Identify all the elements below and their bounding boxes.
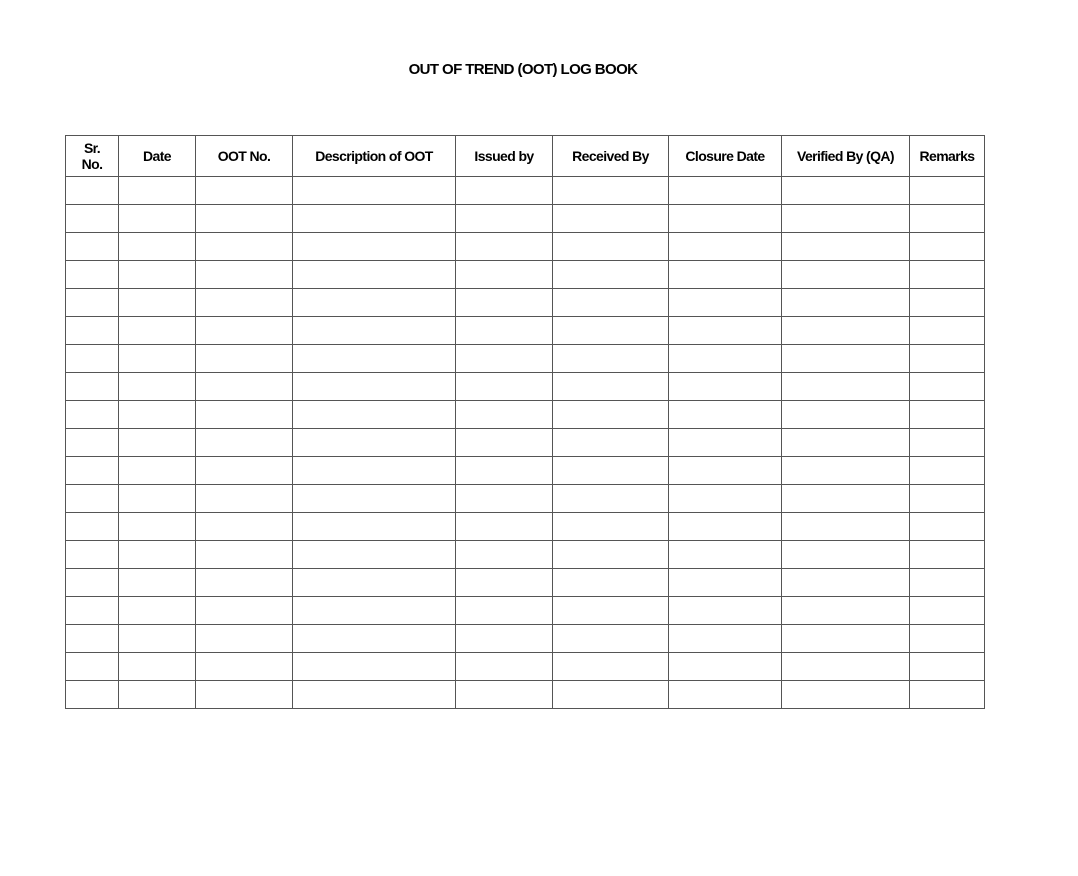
cell-oot-no[interactable]	[196, 289, 293, 317]
header-issued-by: Issued by	[456, 136, 553, 177]
cell-sr-no[interactable]	[66, 345, 119, 373]
cell-oot-no[interactable]	[196, 485, 293, 513]
cell-verified-by[interactable]	[782, 205, 910, 233]
cell-received-by[interactable]	[553, 233, 669, 261]
cell-description[interactable]	[293, 289, 456, 317]
cell-received-by[interactable]	[553, 485, 669, 513]
cell-oot-no[interactable]	[196, 317, 293, 345]
cell-remarks[interactable]	[910, 261, 985, 289]
cell-description[interactable]	[293, 485, 456, 513]
cell-closure-date[interactable]	[669, 177, 782, 205]
cell-description[interactable]	[293, 317, 456, 345]
cell-received-by[interactable]	[553, 429, 669, 457]
cell-sr-no[interactable]	[66, 205, 119, 233]
cell-date[interactable]	[119, 289, 196, 317]
cell-closure-date[interactable]	[669, 513, 782, 541]
cell-description[interactable]	[293, 261, 456, 289]
cell-issued-by[interactable]	[456, 457, 553, 485]
header-sr-no	[66, 136, 119, 177]
cell-oot-no[interactable]	[196, 345, 293, 373]
header-received-by: Received By	[553, 136, 669, 177]
cell-closure-date[interactable]	[669, 457, 782, 485]
cell-remarks[interactable]	[910, 401, 985, 429]
cell-received-by[interactable]	[553, 177, 669, 205]
cell-verified-by[interactable]	[782, 625, 910, 653]
cell-issued-by[interactable]	[456, 429, 553, 457]
cell-remarks[interactable]	[910, 597, 985, 625]
cell-remarks[interactable]	[910, 317, 985, 345]
cell-verified-by[interactable]	[782, 317, 910, 345]
header-sr-no-line1: Sr.	[83, 140, 101, 156]
cell-received-by[interactable]	[553, 597, 669, 625]
cell-date[interactable]	[119, 317, 196, 345]
table-row	[66, 401, 985, 429]
cell-sr-no[interactable]	[66, 681, 119, 709]
table-row	[66, 457, 985, 485]
cell-date[interactable]	[119, 653, 196, 681]
cell-verified-by[interactable]	[782, 373, 910, 401]
table-row	[66, 625, 985, 653]
cell-sr-no[interactable]	[66, 177, 119, 205]
cell-description[interactable]	[293, 653, 456, 681]
cell-oot-no[interactable]	[196, 205, 293, 233]
cell-sr-no[interactable]	[66, 317, 119, 345]
cell-oot-no[interactable]	[196, 653, 293, 681]
cell-oot-no[interactable]	[196, 457, 293, 485]
cell-issued-by[interactable]	[456, 485, 553, 513]
table-body	[66, 177, 985, 709]
cell-verified-by[interactable]	[782, 345, 910, 373]
cell-description[interactable]	[293, 373, 456, 401]
cell-remarks[interactable]	[910, 569, 985, 597]
cell-issued-by[interactable]	[456, 513, 553, 541]
cell-description[interactable]	[293, 513, 456, 541]
table-row	[66, 681, 985, 709]
cell-verified-by[interactable]	[782, 261, 910, 289]
cell-description[interactable]	[293, 569, 456, 597]
cell-issued-by[interactable]	[456, 681, 553, 709]
cell-sr-no[interactable]	[66, 429, 119, 457]
table-row	[66, 261, 985, 289]
cell-date[interactable]	[119, 345, 196, 373]
cell-closure-date[interactable]	[669, 261, 782, 289]
table-row	[66, 177, 985, 205]
cell-date[interactable]	[119, 233, 196, 261]
cell-received-by[interactable]	[553, 513, 669, 541]
cell-closure-date[interactable]	[669, 485, 782, 513]
cell-remarks[interactable]	[910, 205, 985, 233]
header-oot-no: OOT No.	[196, 136, 293, 177]
cell-date[interactable]	[119, 401, 196, 429]
header-closure-date: Closure Date	[669, 136, 782, 177]
cell-date[interactable]	[119, 457, 196, 485]
table-row	[66, 597, 985, 625]
table-row	[66, 289, 985, 317]
cell-sr-no[interactable]	[66, 289, 119, 317]
cell-issued-by[interactable]	[456, 569, 553, 597]
cell-oot-no[interactable]	[196, 401, 293, 429]
cell-oot-no[interactable]	[196, 233, 293, 261]
cell-verified-by[interactable]	[782, 429, 910, 457]
table-row	[66, 373, 985, 401]
cell-received-by[interactable]	[553, 457, 669, 485]
cell-closure-date[interactable]	[669, 345, 782, 373]
cell-issued-by[interactable]	[456, 317, 553, 345]
cell-issued-by[interactable]	[456, 261, 553, 289]
cell-issued-by[interactable]	[456, 205, 553, 233]
cell-remarks[interactable]	[910, 625, 985, 653]
cell-date[interactable]	[119, 373, 196, 401]
cell-sr-no[interactable]	[66, 597, 119, 625]
cell-date[interactable]	[119, 429, 196, 457]
cell-received-by[interactable]	[553, 345, 669, 373]
table-row	[66, 429, 985, 457]
cell-issued-by[interactable]	[456, 373, 553, 401]
cell-closure-date[interactable]	[669, 317, 782, 345]
cell-remarks[interactable]	[910, 457, 985, 485]
cell-oot-no[interactable]	[196, 625, 293, 653]
table-row	[66, 653, 985, 681]
cell-description[interactable]	[293, 457, 456, 485]
cell-issued-by[interactable]	[456, 541, 553, 569]
cell-received-by[interactable]	[553, 653, 669, 681]
cell-sr-no[interactable]	[66, 457, 119, 485]
cell-sr-no[interactable]	[66, 625, 119, 653]
cell-date[interactable]	[119, 625, 196, 653]
cell-received-by[interactable]	[553, 625, 669, 653]
cell-remarks[interactable]	[910, 681, 985, 709]
cell-issued-by[interactable]	[456, 597, 553, 625]
cell-verified-by[interactable]	[782, 177, 910, 205]
cell-oot-no[interactable]	[196, 597, 293, 625]
cell-issued-by[interactable]	[456, 233, 553, 261]
cell-remarks[interactable]	[910, 429, 985, 457]
cell-closure-date[interactable]	[669, 373, 782, 401]
cell-sr-no[interactable]	[66, 401, 119, 429]
cell-oot-no[interactable]	[196, 261, 293, 289]
cell-oot-no[interactable]	[196, 373, 293, 401]
cell-closure-date[interactable]	[669, 289, 782, 317]
cell-oot-no[interactable]	[196, 513, 293, 541]
cell-date[interactable]	[119, 569, 196, 597]
cell-sr-no[interactable]	[66, 261, 119, 289]
table-row	[66, 233, 985, 261]
cell-remarks[interactable]	[910, 485, 985, 513]
cell-closure-date[interactable]	[669, 625, 782, 653]
cell-date[interactable]	[119, 681, 196, 709]
table-header-row	[66, 136, 985, 177]
cell-received-by[interactable]	[553, 401, 669, 429]
cell-description[interactable]	[293, 429, 456, 457]
cell-received-by[interactable]	[553, 569, 669, 597]
cell-issued-by[interactable]	[456, 625, 553, 653]
cell-received-by[interactable]	[553, 681, 669, 709]
cell-remarks[interactable]	[910, 541, 985, 569]
cell-date[interactable]	[119, 541, 196, 569]
cell-remarks[interactable]	[910, 513, 985, 541]
cell-sr-no[interactable]	[66, 541, 119, 569]
table-row	[66, 345, 985, 373]
table-row	[66, 317, 985, 345]
document-title: OUT OF TREND (OOT) LOG BOOK	[408, 61, 638, 78]
cell-received-by[interactable]	[553, 541, 669, 569]
cell-received-by[interactable]	[553, 289, 669, 317]
cell-date[interactable]	[119, 261, 196, 289]
cell-sr-no[interactable]	[66, 233, 119, 261]
cell-description[interactable]	[293, 597, 456, 625]
cell-date[interactable]	[119, 597, 196, 625]
cell-issued-by[interactable]	[456, 345, 553, 373]
cell-verified-by[interactable]	[782, 653, 910, 681]
table-row	[66, 205, 985, 233]
cell-oot-no[interactable]	[196, 569, 293, 597]
cell-description[interactable]	[293, 233, 456, 261]
cell-closure-date[interactable]	[669, 681, 782, 709]
cell-remarks[interactable]	[910, 373, 985, 401]
cell-remarks[interactable]	[910, 233, 985, 261]
header-date: Date	[119, 136, 196, 177]
cell-sr-no[interactable]	[66, 513, 119, 541]
table-row	[66, 485, 985, 513]
cell-closure-date[interactable]	[669, 401, 782, 429]
cell-verified-by[interactable]	[782, 289, 910, 317]
cell-verified-by[interactable]	[782, 233, 910, 261]
cell-verified-by[interactable]	[782, 513, 910, 541]
cell-remarks[interactable]	[910, 653, 985, 681]
cell-issued-by[interactable]	[456, 289, 553, 317]
cell-received-by[interactable]	[553, 373, 669, 401]
header-verified-by: Verified By (QA)	[782, 136, 910, 177]
cell-verified-by[interactable]	[782, 681, 910, 709]
cell-issued-by[interactable]	[456, 653, 553, 681]
cell-closure-date[interactable]	[669, 569, 782, 597]
cell-description[interactable]	[293, 177, 456, 205]
cell-issued-by[interactable]	[456, 401, 553, 429]
cell-closure-date[interactable]	[669, 233, 782, 261]
cell-sr-no[interactable]	[66, 485, 119, 513]
cell-sr-no[interactable]	[66, 653, 119, 681]
cell-received-by[interactable]	[553, 205, 669, 233]
cell-oot-no[interactable]	[196, 429, 293, 457]
table-row	[66, 513, 985, 541]
header-description: Description of OOT	[293, 136, 456, 177]
cell-closure-date[interactable]	[669, 541, 782, 569]
cell-description[interactable]	[293, 625, 456, 653]
cell-date[interactable]	[119, 205, 196, 233]
cell-verified-by[interactable]	[782, 485, 910, 513]
cell-oot-no[interactable]	[196, 177, 293, 205]
cell-description[interactable]	[293, 345, 456, 373]
cell-sr-no[interactable]	[66, 373, 119, 401]
cell-closure-date[interactable]	[669, 205, 782, 233]
cell-remarks[interactable]	[910, 289, 985, 317]
cell-received-by[interactable]	[553, 261, 669, 289]
cell-date[interactable]	[119, 177, 196, 205]
cell-remarks[interactable]	[910, 177, 985, 205]
cell-verified-by[interactable]	[782, 457, 910, 485]
table-row	[66, 541, 985, 569]
cell-date[interactable]	[119, 485, 196, 513]
header-remarks: Remarks	[910, 136, 985, 177]
cell-closure-date[interactable]	[669, 429, 782, 457]
cell-received-by[interactable]	[553, 317, 669, 345]
cell-closure-date[interactable]	[669, 653, 782, 681]
cell-description[interactable]	[293, 401, 456, 429]
cell-date[interactable]	[119, 513, 196, 541]
cell-verified-by[interactable]	[782, 569, 910, 597]
header-sr-no-line2: No.	[81, 156, 103, 172]
cell-description[interactable]	[293, 205, 456, 233]
cell-closure-date[interactable]	[669, 597, 782, 625]
cell-verified-by[interactable]	[782, 597, 910, 625]
cell-sr-no[interactable]	[66, 569, 119, 597]
table-row	[66, 569, 985, 597]
oot-log-table	[65, 135, 985, 709]
cell-description[interactable]	[293, 541, 456, 569]
cell-oot-no[interactable]	[196, 681, 293, 709]
cell-remarks[interactable]	[910, 345, 985, 373]
cell-description[interactable]	[293, 681, 456, 709]
cell-verified-by[interactable]	[782, 541, 910, 569]
cell-oot-no[interactable]	[196, 541, 293, 569]
cell-verified-by[interactable]	[782, 401, 910, 429]
cell-issued-by[interactable]	[456, 177, 553, 205]
